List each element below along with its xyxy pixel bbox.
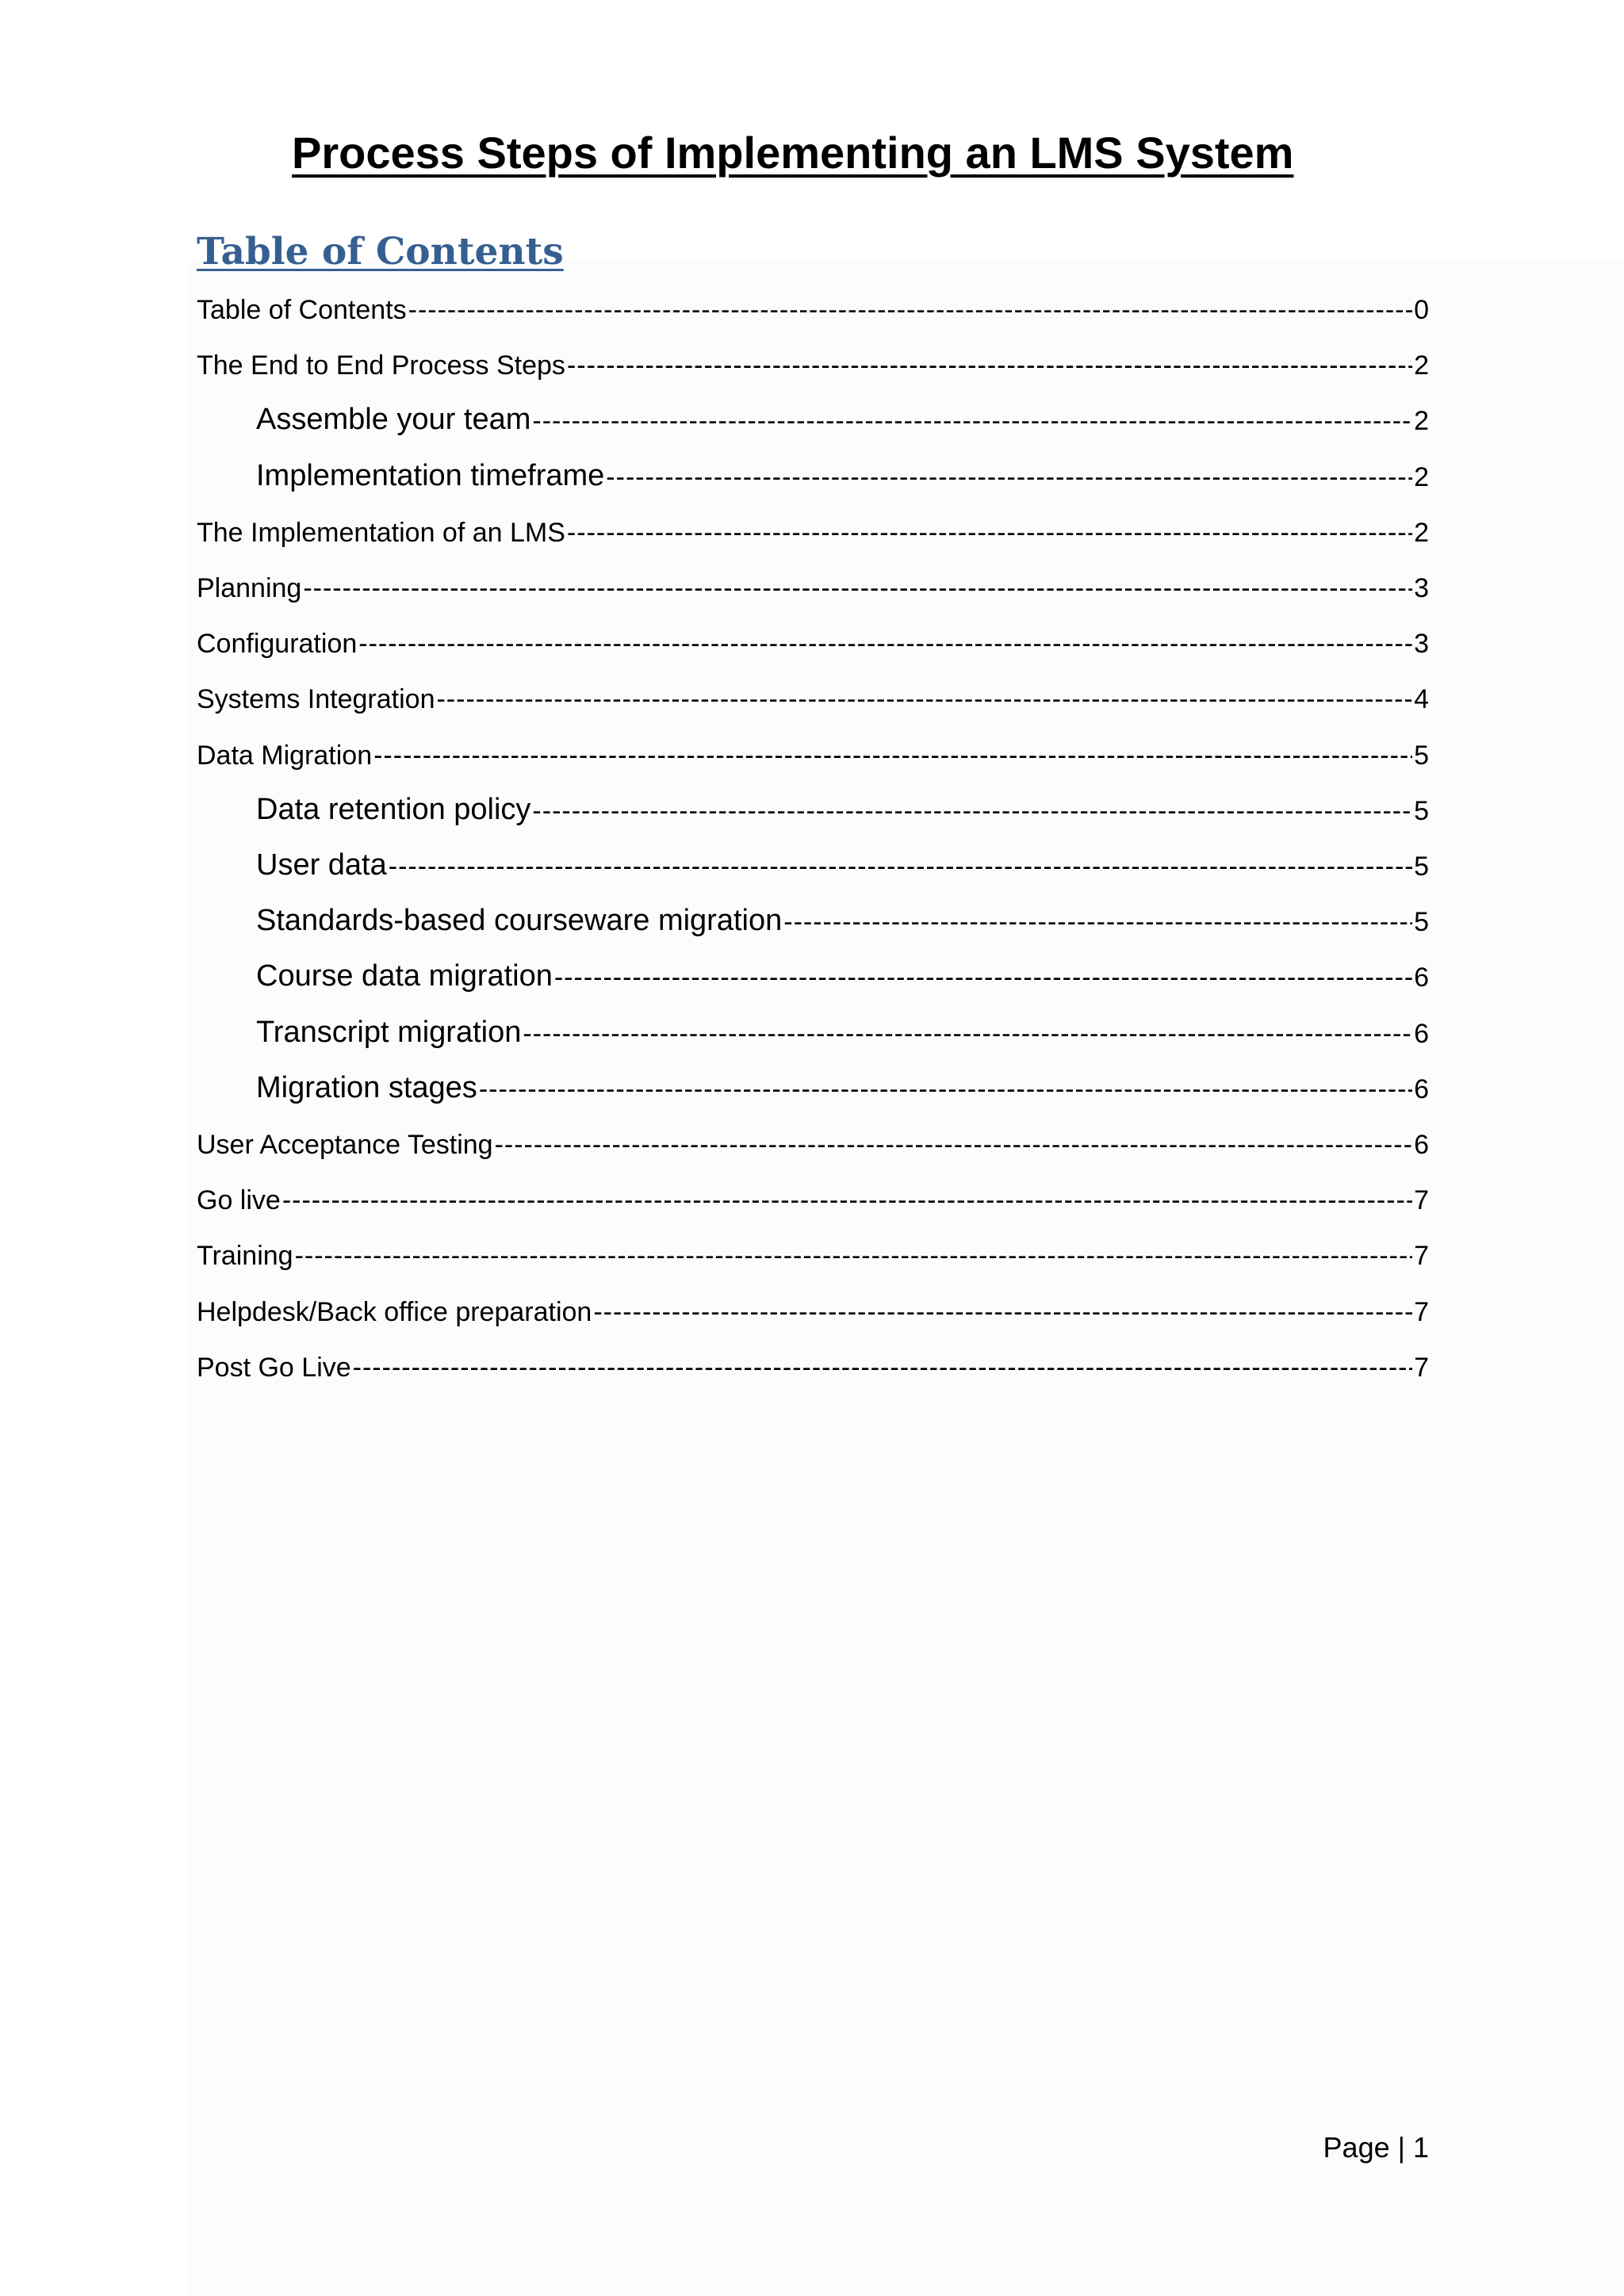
toc-entry-page-number: 2: [1414, 518, 1429, 548]
toc-entry[interactable]: [197, 840, 1429, 880]
toc-leader-dashes: [495, 1131, 1412, 1158]
toc-entry-page-number: 6: [1414, 1019, 1429, 1049]
toc-entry-title: Training: [197, 1241, 293, 1271]
toc-entry-page-number: 7: [1414, 1185, 1429, 1215]
toc-entry-title: Assemble your team: [256, 403, 531, 436]
toc-entry[interactable]: [197, 1174, 1429, 1214]
toc-entry[interactable]: [197, 896, 1429, 936]
toc-entry[interactable]: [197, 785, 1429, 825]
toc-entry[interactable]: [197, 562, 1429, 602]
toc-leader-dashes: [532, 408, 1412, 434]
toc-entry-page-number: 7: [1414, 1241, 1429, 1271]
toc-leader-dashes: [282, 1187, 1412, 1214]
toc-leader-dashes: [353, 1354, 1412, 1381]
toc-leader-dashes: [532, 798, 1412, 825]
toc-entry[interactable]: [197, 451, 1429, 491]
toc-leader-dashes: [783, 909, 1412, 936]
toc-entry-title: The End to End Process Steps: [197, 350, 565, 381]
toc-entry-title: Configuration: [197, 629, 358, 659]
toc-entry-page-number: 5: [1414, 907, 1429, 937]
toc-entry-title: User data: [256, 848, 387, 882]
toc-leader-dashes: [436, 686, 1412, 713]
toc-entry-title: The Implementation of an LMS: [197, 518, 565, 548]
toc-heading[interactable]: Table of Contents: [197, 230, 564, 274]
toc-entry[interactable]: [197, 1286, 1429, 1326]
toc-entry-page-number: 4: [1414, 684, 1429, 714]
page-footer: Page | 1: [1323, 2131, 1429, 2164]
toc-leader-dashes: [606, 464, 1412, 491]
toc-leader-dashes: [408, 297, 1412, 323]
toc-leader-dashes: [373, 742, 1412, 769]
toc-leader-dashes: [479, 1076, 1412, 1103]
toc-entry[interactable]: [197, 1063, 1429, 1103]
toc-entry-page-number: 6: [1414, 1130, 1429, 1160]
toc-entry[interactable]: [197, 507, 1429, 546]
toc-entry-page-number: 5: [1414, 851, 1429, 882]
toc-leader-dashes: [389, 853, 1412, 880]
toc-entry[interactable]: [197, 339, 1429, 379]
document-title: Process Steps of Implementing an LMS System: [292, 128, 1294, 178]
toc-entry-title: Helpdesk/Back office preparation: [197, 1297, 592, 1327]
toc-entry-title: Data retention policy: [256, 793, 531, 826]
toc-entry-title: Standards-based courseware migration: [256, 904, 783, 937]
toc-entry-page-number: 3: [1414, 629, 1429, 659]
toc-entry-title: User Acceptance Testing: [197, 1130, 493, 1160]
toc-entry[interactable]: [197, 618, 1429, 657]
toc-entry[interactable]: [197, 1230, 1429, 1269]
toc-entry-page-number: 2: [1414, 406, 1429, 436]
toc-entry-title: Planning: [197, 573, 302, 603]
toc-entry[interactable]: [197, 395, 1429, 434]
toc-entry-title: Systems Integration: [197, 684, 435, 714]
toc-entry[interactable]: [197, 284, 1429, 323]
toc-entry-title: Table of Contents: [197, 295, 407, 325]
toc-entry-page-number: 6: [1414, 962, 1429, 993]
toc-entry-page-number: 7: [1414, 1353, 1429, 1383]
toc-entry-page-number: 2: [1414, 462, 1429, 492]
toc-leader-dashes: [303, 575, 1412, 602]
toc-leader-dashes: [295, 1242, 1413, 1269]
toc-entry[interactable]: [197, 1341, 1429, 1381]
toc-entry-title: Course data migration: [256, 959, 553, 993]
toc-entry-title: Post Go Live: [197, 1353, 351, 1383]
toc-leader-dashes: [523, 1020, 1412, 1047]
toc-entry-page-number: 3: [1414, 573, 1429, 603]
toc-entry[interactable]: [197, 729, 1429, 769]
toc-leader-dashes: [567, 519, 1412, 546]
toc-leader-dashes: [567, 352, 1412, 379]
toc-entry-title: Data Migration: [197, 740, 373, 771]
toc-entry-title: Implementation timeframe: [256, 459, 605, 492]
toc-entry-page-number: 7: [1414, 1297, 1429, 1327]
toc-entry-page-number: 0: [1414, 295, 1429, 325]
toc-entry[interactable]: [197, 951, 1429, 991]
toc-entry-page-number: 6: [1414, 1074, 1429, 1104]
toc-leader-dashes: [358, 630, 1412, 657]
toc-entry[interactable]: [197, 1119, 1429, 1158]
toc-leader-dashes: [554, 964, 1412, 991]
toc-entry-title: Migration stages: [256, 1071, 477, 1104]
toc-entry-page-number: 2: [1414, 350, 1429, 381]
toc-entry[interactable]: [197, 673, 1429, 713]
toc-entry-page-number: 5: [1414, 796, 1429, 826]
toc-leader-dashes: [593, 1299, 1412, 1326]
toc-entry-page-number: 5: [1414, 740, 1429, 771]
toc-entry-title: Transcript migration: [256, 1016, 522, 1049]
toc-entry-title: Go live: [197, 1185, 281, 1215]
toc-entry[interactable]: [197, 1008, 1429, 1047]
